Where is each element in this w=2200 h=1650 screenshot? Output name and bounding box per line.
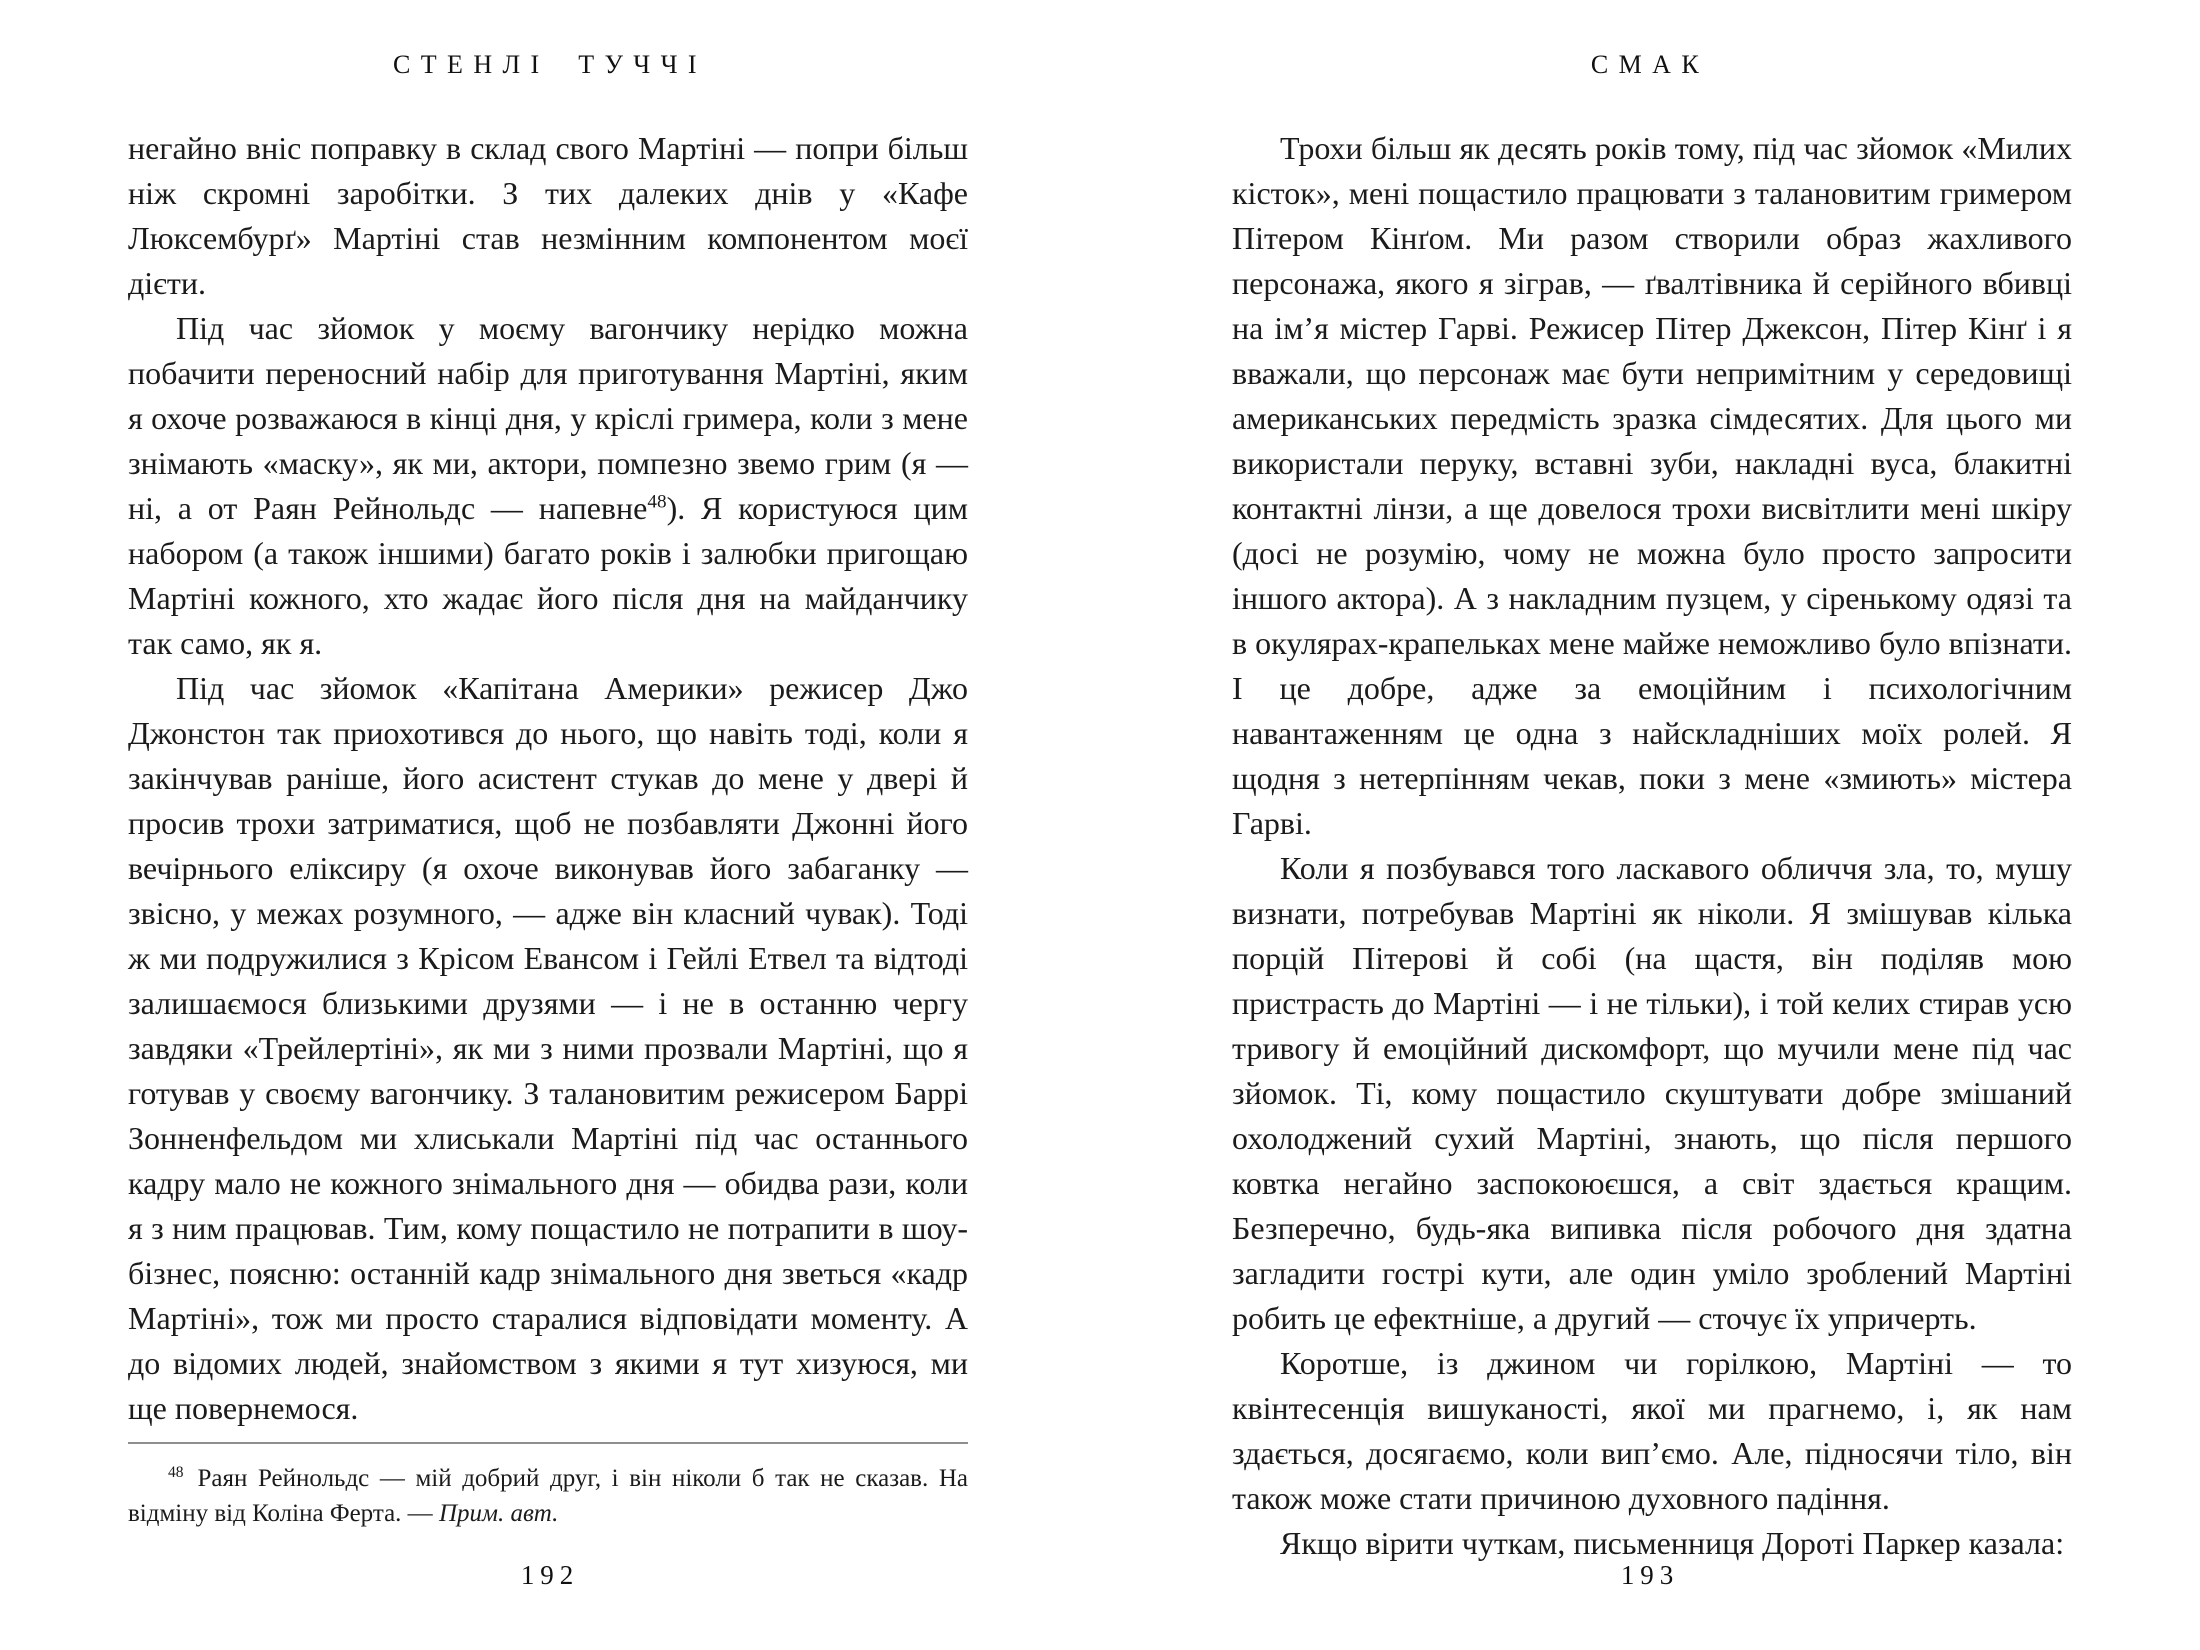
italic-text: Прим. авт. — [438, 1500, 559, 1527]
left-page-body-text — [128, 126, 968, 1431]
text-segment: Трохи більш як десять років тому, під час зйомок «Милих кісток», мені пощастило працювати з талановитим гримером Пітером Кінґом. Ми разом створили образ жахливого персонажа, якого я зіграв, — ґвалтівника й серійного вбивці на ім’я містер Гарві. Режисер Пітер Джексон, Пітер Кінґ і я вважали, що персонаж має бути непримітним у середовищі американських передмість зразка сімдесятих. Для цього ми використали перуку, вставні зуби, накладні вуса, блакитні контактні лінзи, а ще довелося трохи висвітлити мені шкіру (досі не розумію, чому не можна було просто запросити іншого актора). А з накладним пузцем, у сіренькому одязі та в окулярах-крапельках мене майже неможливо було впізнати. І це добре, адже за емоційним і психологічним навантаженням це одна з найскладніших моїх ролей. Я щодня з нетерпінням чекав, поки з мене «змиють» містера Гарві. — [1232, 130, 2072, 841]
footnote-marker: 48 — [168, 1463, 184, 1481]
text-segment: негайно вніс поправку в склад свого Мартіні — попри більш ніж скромні заробітки. З тих далеких днів у «Кафе Люксембурґ» Мартіні став незмінним компонентом моєї дієти. — [128, 130, 968, 301]
paragraph — [128, 126, 968, 306]
paragraph — [128, 306, 968, 666]
text-segment: Коли я позбувався того ласкавого обличчя зла, то, мушу визнати, потребував Мартіні як ніколи. Я змішував кілька порцій Пітерові й собі (на щастя, він поділяв мою пристрасть до Мартіні — і не тільки), і той келих стирав усю тривогу й емоційний дискомфорт, що мучили мене під час зйомок. Ті, кому пощастило скуштувати добре змішаний охолоджений сухий Мартіні, знають, що після першого ковтка негайно заспокоюєшся, а світ здається кращим. Безперечно, будь-яка випивка після робочого дня здатна загладити гострі кути, але один уміло зроблений Мартіні робить це ефектніше, а другий — сточує їх упричерть. — [1232, 850, 2072, 1336]
text-segment: ). Я користуюся цим набором (а також іншими) багато років і залюбки пригощаю Мартіні кожного, хто жадає його після дня на майданчику так само, як я. — [128, 490, 969, 661]
page-number-left: 192 — [520, 1560, 580, 1590]
text-segment: Раян Рейнольдс — мій добрий друг, і він ніколи б так не сказав. На відміну від Коліна Ферта. — — [128, 1465, 968, 1527]
running-header-author: СТЕНЛІ ТУЧЧІ — [393, 50, 707, 79]
paragraph — [1232, 846, 2072, 1341]
paragraph — [1232, 1341, 2072, 1521]
paragraph — [1232, 126, 2072, 846]
right-page-body-text — [1232, 126, 2072, 1566]
text-segment: Якщо вірити чуткам, письменниця Дороті Паркер казала: — [1280, 1525, 2065, 1561]
text-segment: Під час зйомок у моєму вагончику нерідко можна побачити переносний набір для приготування Мартіні, яким я охоче розважаюся в кінці дня, у кріслі гримера, коли з мене знімають «маску», як ми, актори, помпезно звемо грим (я — ні, а от Раян Рейнольдс — напевне — [128, 310, 968, 526]
footnote-marker: 48 — [647, 491, 667, 513]
text-segment: Коротше, із джином чи горілкою, Мартіні — то квінтесенція вишуканості, якої ми прагнемо, і, як нам здається, досягаємо, коли вип’ємо. Але, підносячи тіло, він також може стати причиною духовного падіння. — [1232, 1345, 2072, 1516]
page-number-right: 193 — [1620, 1560, 1680, 1590]
running-header-title: СМАК — [1590, 50, 1710, 79]
text-segment: Під час зйомок «Капітана Америки» режисер Джо Джонстон так приохотився до нього, що навіть тоді, коли я закінчував раніше, його асистент стукав до мене у двері й просив трохи затриматися, щоб не позбавляти Джонні його вечірнього еліксиру (я охоче виконував його забаганку — звісно, у межах розумного, — адже він класний чувак). Тоді ж ми подружилися з Крісом Евансом і Гейлі Етвел та відтоді залишаємося близькими друзями — і не в останню чергу завдяки «Трейлертіні», як ми з ними прозвали Мартіні, що я готував у своєму вагончику. З талановитим режисером Баррі Зонненфельдом ми хлиськали Мартіні під час останнього кадру мало не кожного знімального дня — обидва рази, коли я з ним працював. Тим, кому пощастило не потрапити в шоу-бізнес, поясню: останній кадр знімального дня зветься «кадр Мартіні», тож ми просто старалися відповідати моменту. А до відомих людей, знайомством з якими я тут хизуюся, ми ще повернемося. — [128, 670, 968, 1426]
paragraph — [128, 1461, 968, 1531]
right-page — [1100, 0, 2200, 1650]
paragraph — [128, 666, 968, 1431]
footnote — [128, 1442, 968, 1531]
